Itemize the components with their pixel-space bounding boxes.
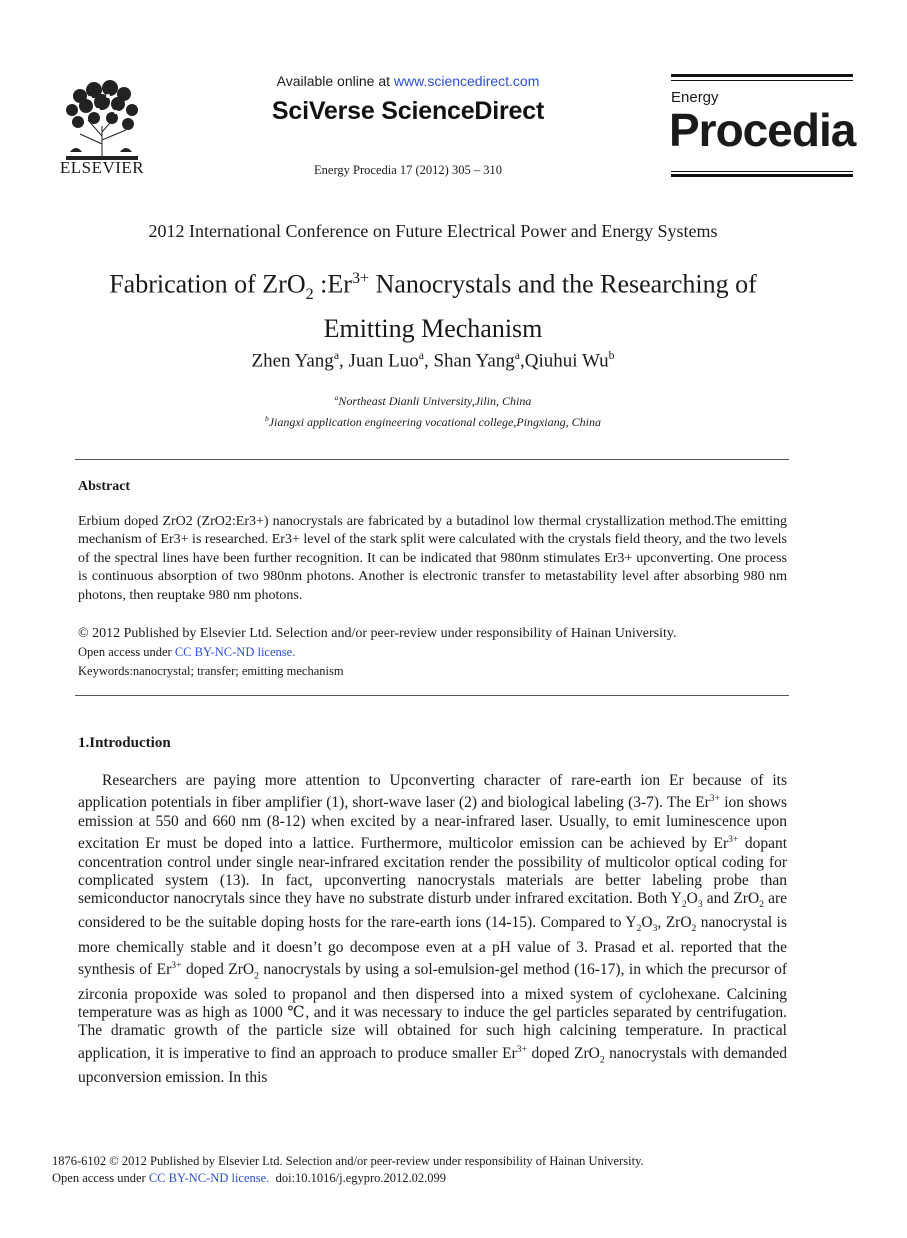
intro-text: nanocrystal is more chemically stable and it doesn’t go decompose even at a pH value of 3. Prasad et al. reported that the synthesis of Er [78, 914, 787, 979]
intro-subscript: 2 [691, 923, 697, 935]
introduction-paragraph [78, 772, 787, 1087]
license-link[interactable]: CC BY-NC-ND license. [174, 645, 296, 659]
title-text: :Er [313, 269, 352, 299]
logo-rule-bottom [671, 174, 853, 177]
journal-name-line2: Procedia [669, 104, 856, 156]
intro-subscript: 2 [254, 970, 259, 982]
intro-text: O [641, 914, 653, 932]
intro-superscript: 3+ [171, 960, 182, 972]
affiliation-mark: b [265, 414, 269, 423]
introduction-body [78, 772, 787, 1087]
conference-name: 2012 International Conference on Future Electrical Power and Energy Systems [148, 221, 718, 241]
footer-license-link[interactable]: CC BY-NC-ND license. [148, 1171, 270, 1185]
intro-text: O [686, 890, 698, 908]
intro-text: nanocrystals with demanded upconversion emission. In this [78, 1044, 788, 1087]
affiliation-b [40, 410, 826, 431]
author-affiliation-mark: b [608, 349, 615, 362]
title-superscript: 3+ [351, 270, 370, 287]
available-prefix: Available online at [276, 73, 394, 89]
intro-subscript: 2 [599, 1053, 605, 1065]
author-name: Zhen Yang [251, 350, 334, 372]
author-separator: , [339, 350, 349, 372]
footer-issn-copyright: 1876-6102 © 2012 Published by Elsevier Ltd. Selection and/or peer-review under responsibility of Hainan University. [52, 1154, 644, 1168]
logo-rule-top [671, 74, 853, 77]
author-separator: , [423, 350, 434, 372]
abstract-body: Erbium doped ZrO2 (ZrO2:Er3+) nanocrystals are fabricated by a butadinol low thermal crystallization method.The emitting mechanism of Er3+ is researched. Er3+ level of the stark split were calculated with the crystals field theory, and the two levels of the spectral lines have been further recognition. It can be indicated that 980nm stimulates Er3+ upconverting. One process is continuous absorption of two 980nm photons. Another is electronic transfer to metastability level after absorbing 980 nm photons, then reuptake 980 nm photons. [78, 514, 787, 603]
paper-title [40, 262, 826, 346]
affiliations [40, 389, 826, 431]
elsevier-logo [50, 74, 154, 178]
intro-subscript: 2 [636, 923, 642, 935]
affiliation-text: Jiangxi application engineering vocational college,Pingxiang, China [268, 415, 601, 429]
intro-superscript: 3+ [516, 1043, 527, 1055]
author-affiliation-mark: a [333, 349, 340, 362]
affiliation-mark: a [334, 393, 339, 402]
title-subscript: 2 [305, 285, 314, 303]
intro-text: Researchers are paying more attention to Upconverting character of rare-earth ion Er because of its application potentials in fiber amplifier (1), short-wave laser (2) and biological labeling (3-7). The Er [78, 772, 787, 812]
abstract-open-access [78, 645, 295, 660]
section-heading-introduction: 1.Introduction [78, 735, 171, 751]
logo-rule-top-thin [671, 80, 853, 81]
title-text: Fabrication of ZrO [109, 269, 306, 299]
author-separator: , [520, 350, 525, 372]
footer-open-access-prefix: Open access under [52, 1171, 149, 1185]
footer-doi: doi:10.1016/j.egypro.2012.02.099 [275, 1171, 447, 1185]
intro-subscript: 2 [759, 899, 764, 911]
publisher-name: ELSEVIER [59, 158, 145, 177]
intro-text: are considered to be the suitable doping hosts for the rare-earth ions (14-15). Compared to Y [78, 890, 788, 932]
journal-citation: Energy Procedia 17 (2012) 305 – 310 [314, 163, 502, 177]
author-list [40, 349, 826, 372]
sciencedirect-link[interactable]: www.sciencedirect.com [393, 73, 540, 89]
author-name: Shan Yang [433, 350, 515, 372]
intro-text: ion shows emission at 550 and 660 nm (8-12) when excited by a near-infrared laser. Usually, to emit luminescence upon excitation Er must be doped into a lattice. Furthermore, multicolor emission can be achieved by Er [78, 794, 787, 853]
author-name: Qiuhui Wu [524, 350, 609, 372]
abstract-heading: Abstract [78, 479, 131, 494]
footer-open-access [52, 1171, 446, 1186]
open-access-prefix: Open access under [78, 645, 175, 659]
author-name: Juan Luo [348, 350, 419, 372]
intro-text: dopant concentration control under single near-infrared excitation render the possibility of multicolor optical coding for complicated system (13). In fact, upconverting nanocrystals materials are better labeling probe than semiconductor nanocrytals since they have no substrate disturb under infrared excitation. Both Y [78, 835, 788, 908]
divider-bottom [75, 695, 789, 696]
intro-text: and ZrO [702, 890, 760, 908]
available-online [232, 73, 584, 89]
intro-text: doped ZrO [526, 1044, 600, 1062]
intro-text: doped ZrO [181, 961, 255, 979]
author-affiliation-mark: a [514, 349, 521, 362]
intro-subscript: 2 [681, 899, 687, 911]
logo-rule-bottom-thin [671, 171, 853, 172]
affiliation-text: Northeast Dianli University,Jilin, China [338, 394, 532, 408]
journal-name-line1: Energy [671, 89, 719, 106]
title-text: Nanocrystals and the Researching of [369, 269, 757, 299]
platform-name: SciVerse ScienceDirect [271, 97, 545, 125]
affiliation-a [40, 389, 826, 410]
intro-subscript: 3 [697, 899, 703, 911]
title-line2: Emitting Mechanism [323, 313, 543, 343]
intro-text: nanocrystals by using a sol-emulsion-gel method (16-17), in which the precursor of zirconia propoxide was soled to propanol and then dispersed into a mixed system of cyclohexane. Calcining temperature was as high as 1000 ℃, and it was necessary to induce the gel particles separated by centrifugation. The dramatic growth of the particle size will obtained for such high calcining temperature. In practical application, it is imperative to find an approach to produce smaller Er [78, 961, 787, 1062]
author-affiliation-mark: a [418, 349, 424, 362]
intro-superscript: 3+ [728, 834, 739, 846]
keywords: Keywords:nanocrystal; transfer; emitting mechanism [78, 664, 344, 678]
abstract-copyright: © 2012 Published by Elsevier Ltd. Selection and/or peer-review under responsibility of Hainan University. [78, 626, 677, 641]
divider-top [75, 459, 789, 460]
intro-text: , ZrO [657, 914, 692, 932]
intro-subscript: 3 [652, 923, 658, 935]
intro-superscript: 3+ [709, 793, 721, 805]
